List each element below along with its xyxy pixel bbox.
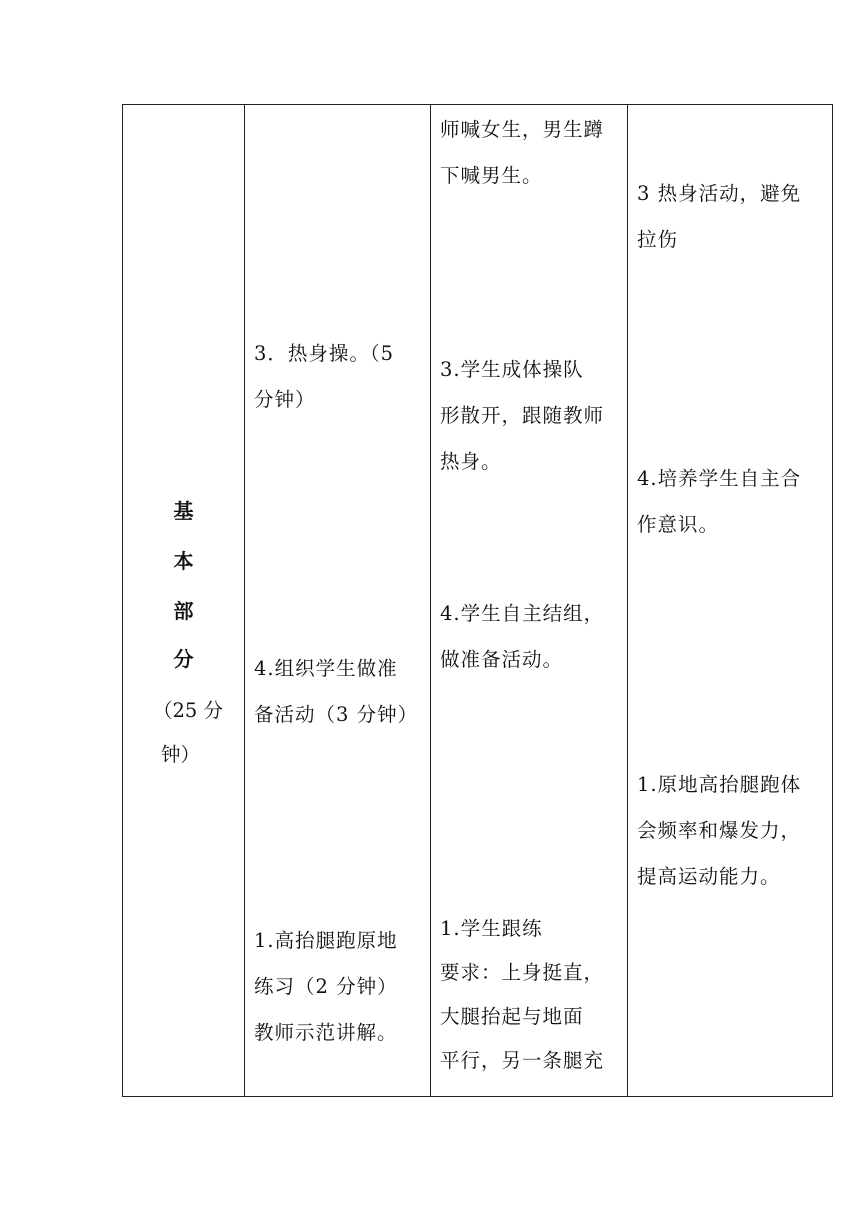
column-divider <box>627 105 628 1096</box>
lesson-plan-table <box>122 104 833 1097</box>
student-line: 师喊女生，男生蹲 <box>440 118 605 141</box>
section-title-char: 本 <box>173 549 194 573</box>
student-line: 1.学生跟练 <box>440 917 543 940</box>
content-line: 备活动（3 分钟） <box>254 703 419 726</box>
content-line: 4.组织学生做准 <box>254 657 398 680</box>
student-line: 做准备活动。 <box>440 648 564 671</box>
content-item-3 <box>254 331 394 423</box>
purpose-line: 拉伤 <box>637 228 679 251</box>
column-divider <box>430 105 431 1096</box>
student-line: 平行，另一条腿充 <box>440 1049 605 1072</box>
content-line: 练习（2 分钟） <box>254 975 398 998</box>
purpose-4 <box>637 456 801 548</box>
student-activity-4 <box>440 591 604 683</box>
purpose-1 <box>637 762 801 900</box>
section-duration: 钟） <box>161 743 201 766</box>
content-item-1 <box>254 918 398 1056</box>
student-activity-3 <box>440 347 604 485</box>
purpose-line: 3 热身活动，避免 <box>637 182 802 205</box>
student-line: 要求：上身挺直， <box>440 961 605 984</box>
section-duration: （25 分 <box>153 699 224 722</box>
student-line: 热身。 <box>440 450 502 473</box>
content-line: 1.高抬腿跑原地 <box>254 929 398 952</box>
student-line: 下喊男生。 <box>440 164 543 187</box>
section-title-char: 基 <box>173 499 194 523</box>
purpose-line: 会频率和爆发力， <box>637 819 802 842</box>
purpose-line: 1.原地高抬腿跑体 <box>637 773 802 796</box>
purpose-line: 提高运动能力。 <box>637 865 781 888</box>
student-activity-continued <box>440 107 604 199</box>
content-item-4 <box>254 646 418 738</box>
column-divider <box>244 105 245 1096</box>
student-line: 4.学生自主结组， <box>440 602 605 625</box>
purpose-line: 4.培养学生自主合 <box>637 467 802 490</box>
section-title-char: 部 <box>173 599 194 623</box>
purpose-3 <box>637 171 801 263</box>
student-line: 3.学生成体操队 <box>440 358 584 381</box>
student-activity-1 <box>440 907 604 1083</box>
content-line: 3．热身操。（5 <box>254 342 395 365</box>
student-line: 大腿抬起与地面 <box>440 1005 584 1028</box>
content-line: 教师示范讲解。 <box>254 1021 398 1044</box>
student-line: 形散开，跟随教师 <box>440 404 605 427</box>
section-title-char: 分 <box>173 647 194 671</box>
purpose-line: 作意识。 <box>637 513 720 536</box>
content-line: 分钟） <box>254 388 316 411</box>
